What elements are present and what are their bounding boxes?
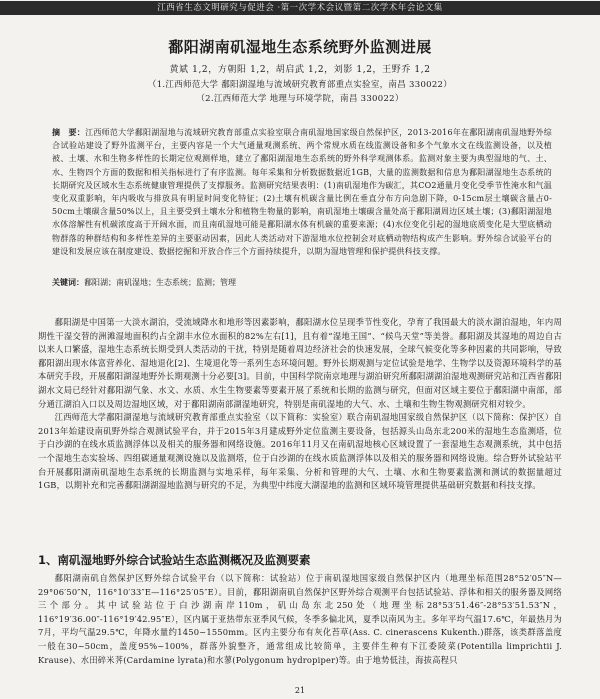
affiliation-1: （1.江西师范大学 鄱阳湖湿地与流域研究教育部重点实验室，南昌 330022） bbox=[147, 80, 453, 90]
running-head: 江西省生态文明研究与促进会 ·第一次学术会议暨第二次学术年会论文集 bbox=[0, 1, 600, 15]
keywords bbox=[52, 276, 552, 289]
section-1-heading: 1、南矶湿地野外综合试验站生态监测概况及监测要素 bbox=[38, 553, 311, 567]
paper-title: 鄱阳湖南矶湿地生态系统野外监测进展 bbox=[168, 38, 432, 56]
affiliation-2: （2.江西师范大学 地理与环境学院，南昌 330022） bbox=[196, 94, 404, 104]
abstract-label: 摘 要： bbox=[52, 128, 86, 137]
abstract-text: 江西师范大学鄱阳湖湿地与流域研究教育部重点实验室联合南矶湿地国家级自然保护区，2013-2016年在鄱阳湖南矶湿地野外综合试验站建设了野外监测平台，主要内容是一个大气通量观测系统、两个常规水质在线监测设备和多个气象水文在线监测设备，以及植被、土壤、水和生物多样性的长期定位观测样地，建立了鄱阳湖湿地生态系统的野外科学观测体系。监测对象主要为典型湿地的气、土、水、生物四个方面的数据和相关指标进行了有序监测。每年采集和分析数据数据近1GB，大量的监测数据和信息为鄱阳湖湿地生态系统的长期研究及区域水生态系统健康管理提供了支撑服务。监测研究结果表明：(1)南矶湿地作为碳汇，其CO2通量月变化受季节性淹水和气温变化双重影响，年内吸收与排放具有明显时间变化特征；(2)土壤有机碳含量比例在垂直分布方向急剧下降，0-15cm层土壤碳含量占0-50cm土壤碳含量50%以上，且主要受到土壤水分和植物生物量的影响，南矶湿地土壤碳含量处高于鄱阳湖周边区域土壤；(3)鄱阳湖湿地水体溶解性有机碳浓度高于开阔水面，而且南矶湿地可能是鄱阳湖水体有机碳的重要来源；(4)水位变化引起的湿地底质变化是大型底栖动物群落的种群结构和多样性差异的主要驱动因素，因此人类活动对下游湿地水位控制会对底栖动物结构成产生影响。野外综合试验平台的建设和发展应该在制度建设、数据挖掘和开放合作三个方面持续提升，以期为湿地管理和保护提供科技支撑。 bbox=[52, 128, 552, 256]
section-1-body: 鄱阳湖南矶自然保护区野外综合试验平台（以下简称：试验站）位于南矶湿地国家级自然保护区内（地理坐标范围28°52′05″N—29°06′50″N，116°10′33″E—116°25′05″E）。目前，鄱阳湖南矶自然保护区野外综合观测平台包括试验站、浮体和相关的服务器及网络三个部分。其中试验站位于白沙湖南岸110m，矶山岛东北250处（地理坐标28°53′51.46″-28°53′51.53″N，116°19′36.00″-116°19′42.95″E），区内属于亚热带东亚季风气候，冬季多偏北风，夏季以南风为主。多年平均气温17.6℃，年最热月为7月，平均气温29.5℃，年降水量约1450~1550mm。区内主要分布有灰化苔草(Ass. C. cinerascens Kukenth.)群落，该类群落盖度一般在30~50cm，盖度95%~100%，群落外貌整齐，通常组成比较简单，主要伴生种有下江委陵菜(Potentilla limprichtii J. Krause)、水田碎米荠(Cardamine lyrata)和水蓼(Polygonum hydropiper)等。由于地势低洼，海拔高程只 bbox=[38, 573, 562, 665]
abstract bbox=[52, 126, 552, 278]
author-list: 黄斌 1,2，方朝阳 1,2，胡启武 1,2，刘影 1,2，王野乔 1,2 bbox=[169, 65, 431, 75]
introduction bbox=[38, 316, 562, 544]
intro-paragraph-2: 江西师范大学鄱阳湖湿地与流域研究教育部重点实验室（以下简称：实验室）联合南矶湿地国家级自然保护区（以下简称：保护区）自2013年始建设南矶野外综合观测试验平台，并于2015年3月建成野外定位监测主要设备，包括源头山岛东北200米的湿地生态监测塔，位于白沙湖的在线水质监测浮体以及相关的服务器和网络设施。2016年11月又在南矶湿地核心区域设置了一套湿地生态观测系统，其中包括一个湿地生态实验场、四组碳通量观测设施以及监测塔，位于白沙湖的在线水质监测浮体以及相关的服务器和网络设施。综合野外试验站平台开展鄱阳湖南矶湿地生态系统的长期监测与实地采样，每年采集、分析和管理的大气、土壤、水和生物要素监测和测试的数据量超过1GB，以期补充和完善鄱阳湖湖湿地监测与研究的不足，为典型中纬度大湖湿地的监测和区域环境管理提供基础研究数据和科技支撑。 bbox=[38, 412, 562, 491]
keywords-text: 鄱阳湖；南矶湿地；生态系统；监测；管理 bbox=[84, 278, 236, 287]
keywords-label: 关键词： bbox=[52, 278, 84, 287]
page-number: 21 bbox=[294, 686, 306, 695]
intro-paragraph-1: 鄱阳湖是中国第一大淡水湖泊，受流域降水和地形等因素影响，鄱阳湖水位呈现季节性变化，孕育了我国最大的淡水湖泊湿地，年内周期性干湿交替的洲滩湿地面积约占全湖丰水位水面积的82%左右[1]，且有着“湿地王国”、“候鸟天堂”等美誉。鄱阳湖及其湿地的周边自古以来人口繁盛，湿地生态系统长期受到人类活动的干扰，特别是随着周边经济社会的快速发展，全球气候变化等多种因素的共同影响，导致鄱阳湖出现水体富营养化、湿地退化[2]、生境退化等一系列生态环境问题。野外长期观测与定位试验是地学、生物学以及资源环境科学的基本研究手段，开展鄱阳湖湿地野外长期观测十分必要[3]。目前，中国科学院南京地理与湖泊研究所鄱阳湖湖泊湿地观测研究站和江西省鄱阳湖水文局已经针对鄱阳湖气象、水文、水质、水生生物要素等要素开展了系统和长期的监测与研究，但面对区域主要位于鄱阳湖中南部，部分通江湖泊入口以及周边湿地区域，对于鄱阳湖南部湖湿地研究，特别是南矶湿地的大气、水、土壤和生物生物观测研究相对较少。 bbox=[38, 317, 562, 409]
